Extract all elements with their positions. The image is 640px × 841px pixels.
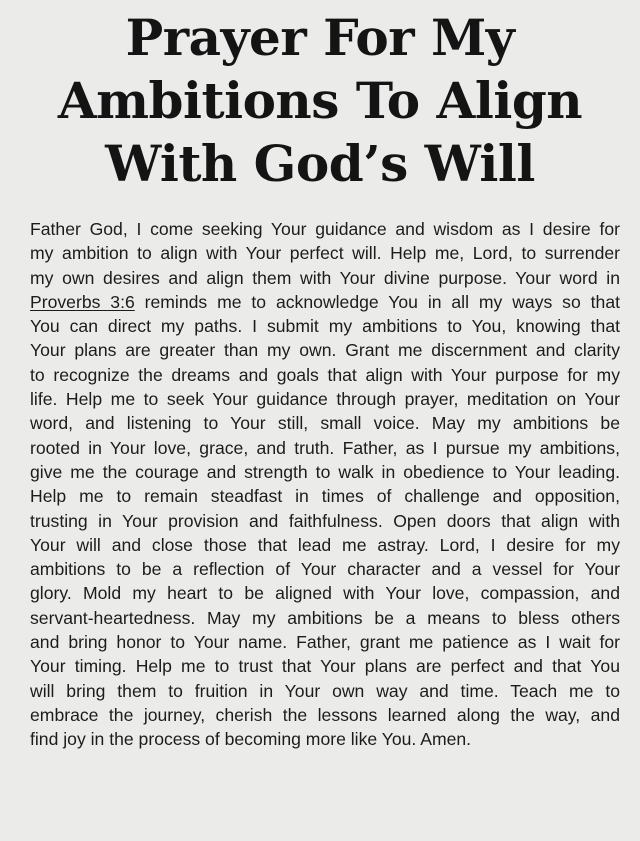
prayer-line: give me the courage and strength to walk in obedience to Your leading. [30,461,620,482]
title-line: With God’s Will [105,134,535,193]
prayer-line: my own desires and align them with Your divine purpose. Your word in [30,267,620,288]
prayer-line: Your will and close those that lead me astray. Lord, I desire for my [30,534,620,555]
prayer-line-text: reminds me to acknowledge You in all my ways so that [134,291,620,312]
prayer-line: Help me to remain steadfast in times of challenge and opposition, [30,486,620,507]
prayer-line: servant-heartedness. May my ambitions be a means to bless others [30,607,620,628]
prayer-line: life. Help me to seek Your guidance through prayer, meditation on Your [30,389,620,410]
prayer-line: glory. Mold my heart to be aligned with Your love, compassion, and [30,583,620,604]
page-title [0,6,640,195]
prayer-line: will bring them to fruition in Your own way and time. Teach me to [30,680,620,701]
prayer-line-final: find joy in the process of becoming more like You. Amen. [30,729,472,750]
prayer-line: Your plans are greater than my own. Grant me discernment and clarity [30,340,620,361]
prayer-line: Father God, I come seeking Your guidance and wisdom as I desire for [30,219,620,239]
prayer-line-with-link [30,290,620,314]
prayer-line: my ambition to align with Your perfect will. Help me, Lord, to surrender [30,243,620,264]
title-line: Prayer For My [125,8,515,67]
prayer-line: trusting in Your provision and faithfulness. Open doors that align with [30,510,620,531]
prayer-line: embrace the journey, cherish the lessons learned along the way, and [30,704,620,725]
prayer-line: rooted in Your love, grace, and truth. Father, as I pursue my ambitions, [30,437,620,458]
title-line: Ambitions To Align [57,71,583,130]
prayer-line: Your timing. Help me to trust that Your plans are perfect and that You [30,656,620,677]
prayer-line: ambitions to be a reflection of Your character and a vessel for Your [30,559,620,580]
scripture-reference-link[interactable]: Proverbs 3:6 [30,291,135,312]
prayer-line: You can direct my paths. I submit my ambitions to You, knowing that [30,316,620,337]
prayer-line: to recognize the dreams and goals that align with Your purpose for my [30,364,620,385]
prayer-line: and bring honor to Your name. Father, grant me patience as I wait for [30,632,620,653]
prayer-body [30,217,620,752]
prayer-line: word, and listening to Your still, small voice. May my ambitions be [30,413,620,434]
